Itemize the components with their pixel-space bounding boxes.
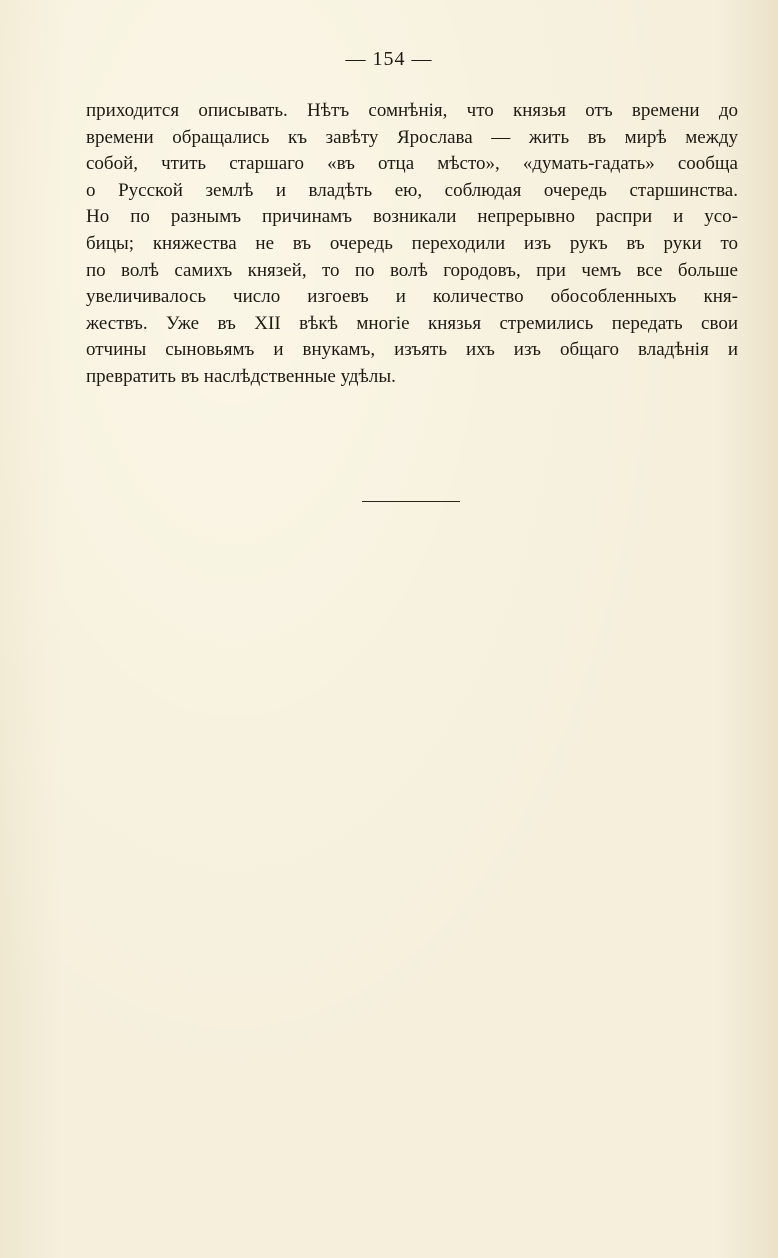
text-line: собой, чтить старшаго «въ отца мѣсто», «думать-гадать» сообща [86, 153, 738, 175]
text-line: Но по разнымъ причинамъ возникали непрерывно распри и усо- [86, 206, 738, 228]
text-line: времени обращались къ завѣту Ярослава — жить въ мирѣ между [86, 126, 738, 148]
text-line: по волѣ самихъ князей, то по волѣ городовъ, при чемъ все больше [86, 259, 738, 281]
page-number: — 154 — [345, 48, 433, 70]
text-line: жествъ. Уже въ XII вѣкѣ многіе князья стремились передать свои [86, 312, 738, 334]
text-line: отчины сыновьямъ и внукамъ, изъять ихъ изъ общаго владѣнія и [86, 339, 738, 361]
text-line: приходится описывать. Нѣтъ сомнѣнія, что князья отъ времени до [86, 100, 738, 121]
section-divider [362, 501, 460, 502]
text-line-last: превратить въ наслѣдственные удѣлы. [86, 365, 396, 387]
text-line: о Русской землѣ и владѣть ею, соблюдая очередь старшинства. [86, 179, 738, 201]
text-line: бицы; княжества не въ очередь переходили изъ рукъ въ руки то [86, 232, 738, 254]
text-line: увеличивалось число изгоевъ и количество обособленныхъ кня- [86, 286, 738, 308]
body-paragraph [86, 98, 738, 391]
